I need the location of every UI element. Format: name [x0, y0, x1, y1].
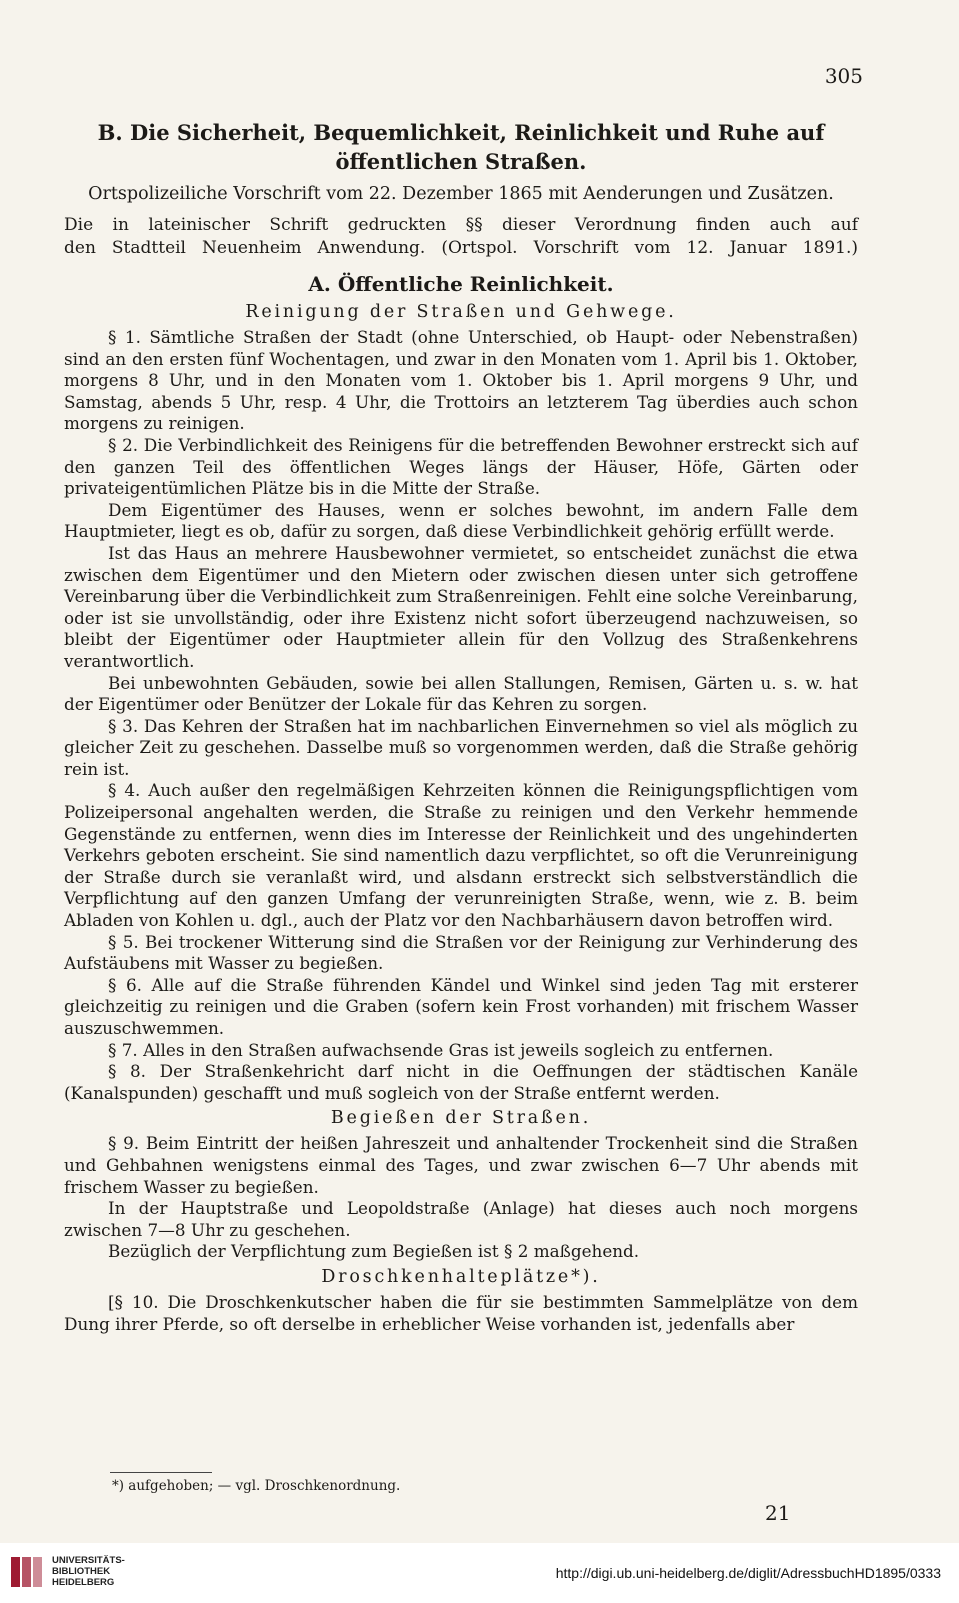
paragraph: § 2. Die Verbindlichkeit des Reinigens für die betreffenden Bewohner erstreckt sich auf den ganzen Teil des öffentlichen Weges längs der Häuser, Höfe, Gärten oder privateigentümlichen Plätze bis in die Mitte der Straße.: [64, 434, 858, 499]
latin-note: [64, 214, 858, 260]
paragraph: In der Hauptstraße und Leopoldstraße (Anlage) hat dieses auch noch morgens zwischen 7—8 Uhr zu geschehen.: [64, 1198, 858, 1240]
library-name-line-3: HEIDELBERG: [52, 1577, 115, 1588]
paragraph-group-2: [64, 1133, 858, 1263]
paragraph: § 5. Bei trockener Witterung sind die Straßen vor der Reinigung zur Verhinderung des Aufstäubens mit Wasser zu begießen.: [64, 931, 858, 974]
library-logo-icon: [8, 1553, 46, 1591]
library-name-line-1: UNIVERSITÄTS-: [52, 1555, 125, 1566]
heading-watering-streets: Begießen der Straßen.: [330, 1108, 592, 1129]
paragraph: § 3. Das Kehren der Straßen hat im nachbarlichen Einvernehmen so viel als möglich zu gleicher Zeit zu geschehen. Dasselbe muß so vorgenommen werden, daß die Straße gehörig rein ist.: [64, 715, 858, 779]
paragraph: Bezüglich der Verpflichtung zum Begießen ist § 2 maßgehend.: [108, 1241, 640, 1262]
paragraph: Ist das Haus an mehrere Hausbewohner vermietet, so entscheidet zunächst die etwa zwischen dem Eigentümer und den Mietern oder zwischen diesen unter sich getroffene Vereinbarung über die Verbindlichkeit zum Straßenreinigen. Fehlt eine solche Vereinbarung, oder ist sie unvollständig, oder ihre Existenz nicht sofort überzeugend nachzuweisen, so bleibt der Eigentümer oder Hauptmieter allein für den Vollzug des Straßenkehrens verantwortlich.: [64, 542, 858, 671]
paragraph: § 9. Beim Eintritt der heißen Jahreszeit und anhaltender Trockenheit sind die Straßen und Gehbahnen wenigstens einmal des Tages, und zwar zwischen 6—7 Uhr abends mit frischem Wasser zu begießen.: [64, 1133, 858, 1197]
paragraph: Dem Eigentümer des Hauses, wenn er solches bewohnt, im andern Falle dem Hauptmieter, liegt es ob, dafür zu sorgen, daß diese Verbindlichkeit gehörig erfüllt werde.: [64, 499, 858, 542]
latin-note-line-1: Die in lateinischer Schrift gedruckten §§ dieser Verordnung finden auch auf: [64, 215, 858, 235]
library-name: [52, 1555, 125, 1588]
footnote: *) aufgehoben; — vgl. Droschkenordnung.: [112, 1478, 401, 1494]
paragraph: [§ 10. Die Droschkenkutscher haben die für sie bestimmten Sammelplätze von dem Dung ihrer Pferde, so oft derselbe in erheblicher Weise vorhanden ist, jedenfalls aber: [64, 1291, 858, 1334]
regulation-subtitle: Ortspolizeiliche Vorschrift vom 22. Dezember 1865 mit Aenderungen und Zusätzen.: [88, 184, 834, 204]
page-number-bottom: 21: [765, 1501, 791, 1525]
paragraph: § 6. Alle auf die Straße führenden Kändel und Winkel sind jeden Tag mit ersterer gleichzeitig zu reinigen und die Graben (sofern kein Frost vorhanden) mit frischem Wasser auszuschwemmen.: [64, 974, 858, 1038]
heading-cab-stands: Droschkenhalteplätze*).: [321, 1266, 601, 1287]
page-number-top: 305: [824, 64, 863, 88]
section-title: B. Die Sicherheit, Bequemlichkeit, Reinlichkeit und Ruhe auf öffentlichen Straßen.: [97, 120, 825, 174]
paragraph-group-1: [64, 327, 858, 1104]
paragraph: § 7. Alles in den Straßen aufwachsende Gras ist jeweils sogleich zu entfernen.: [108, 1039, 774, 1060]
library-name-line-2: BIBLIOTHEK: [52, 1566, 111, 1577]
footnote-rule: [110, 1472, 212, 1473]
paragraph: § 4. Auch außer den regelmäßigen Kehrzeiten können die Reinigungspflichtigen vom Polizeipersonal angehalten werden, die Straße zu reinigen und den Verkehr hemmende Gegenstände zu entfernen, wenn dies im Interesse der Reinlichkeit und des ungehinderten Verkehrs geboten erscheint. Sie sind namentlich dazu verpflichtet, so oft die Verunreinigung der Straße durch sie veranlaßt wird, und alsdann erstreckt sich selbstverständlich die Verpflichtung auf den ganzen Umfang der verunreinigten Straße, wenn, wie z. B. beim Abladen von Kohlen u. dgl., auch der Platz vor den Nachbarhäusern davon betroffen wird.: [64, 780, 858, 931]
heading-street-cleaning: Reinigung der Straßen und Gehwege.: [245, 302, 677, 322]
paragraph: Bei unbewohnten Gebäuden, sowie bei allen Stallungen, Remisen, Gärten u. s. w. hat der Eigentümer oder Benützer der Lokale für das Kehren zu sorgen.: [64, 672, 858, 715]
paragraph: § 8. Der Straßenkehricht darf nicht in die Oeffnungen der städtischen Kanäle (Kanalspunden) geschafft und muß sogleich von der Straße entfernt werden.: [64, 1061, 858, 1103]
page-content: [64, 118, 858, 1335]
latin-note-line-2: den Stadtteil Neuenheim Anwendung. (Ortspol. Vorschrift vom 12. Januar 1891.): [64, 238, 858, 258]
footer-bar: [0, 1543, 959, 1603]
paragraph-group-3: [64, 1292, 858, 1335]
heading-public-cleanliness: A. Öffentliche Reinlichkeit.: [308, 272, 614, 296]
source-url-link[interactable]: http://digi.ub.uni-heidelberg.de/diglit/AdressbuchHD1895/0333: [555, 1565, 941, 1581]
paragraph: § 1. Sämtliche Straßen der Stadt (ohne Unterschied, ob Haupt- oder Nebenstraßen) sind an den ersten fünf Wochentagen, und zwar in den Monaten vom 1. April bis 1. Oktober, morgens 8 Uhr, und in den Monaten vom 1. Oktober bis 1. April morgens 9 Uhr, und Samstag, abends 5 Uhr, resp. 4 Uhr, die Trottoirs an letzterem Tag überdies auch schon morgens zu reinigen.: [64, 327, 858, 434]
